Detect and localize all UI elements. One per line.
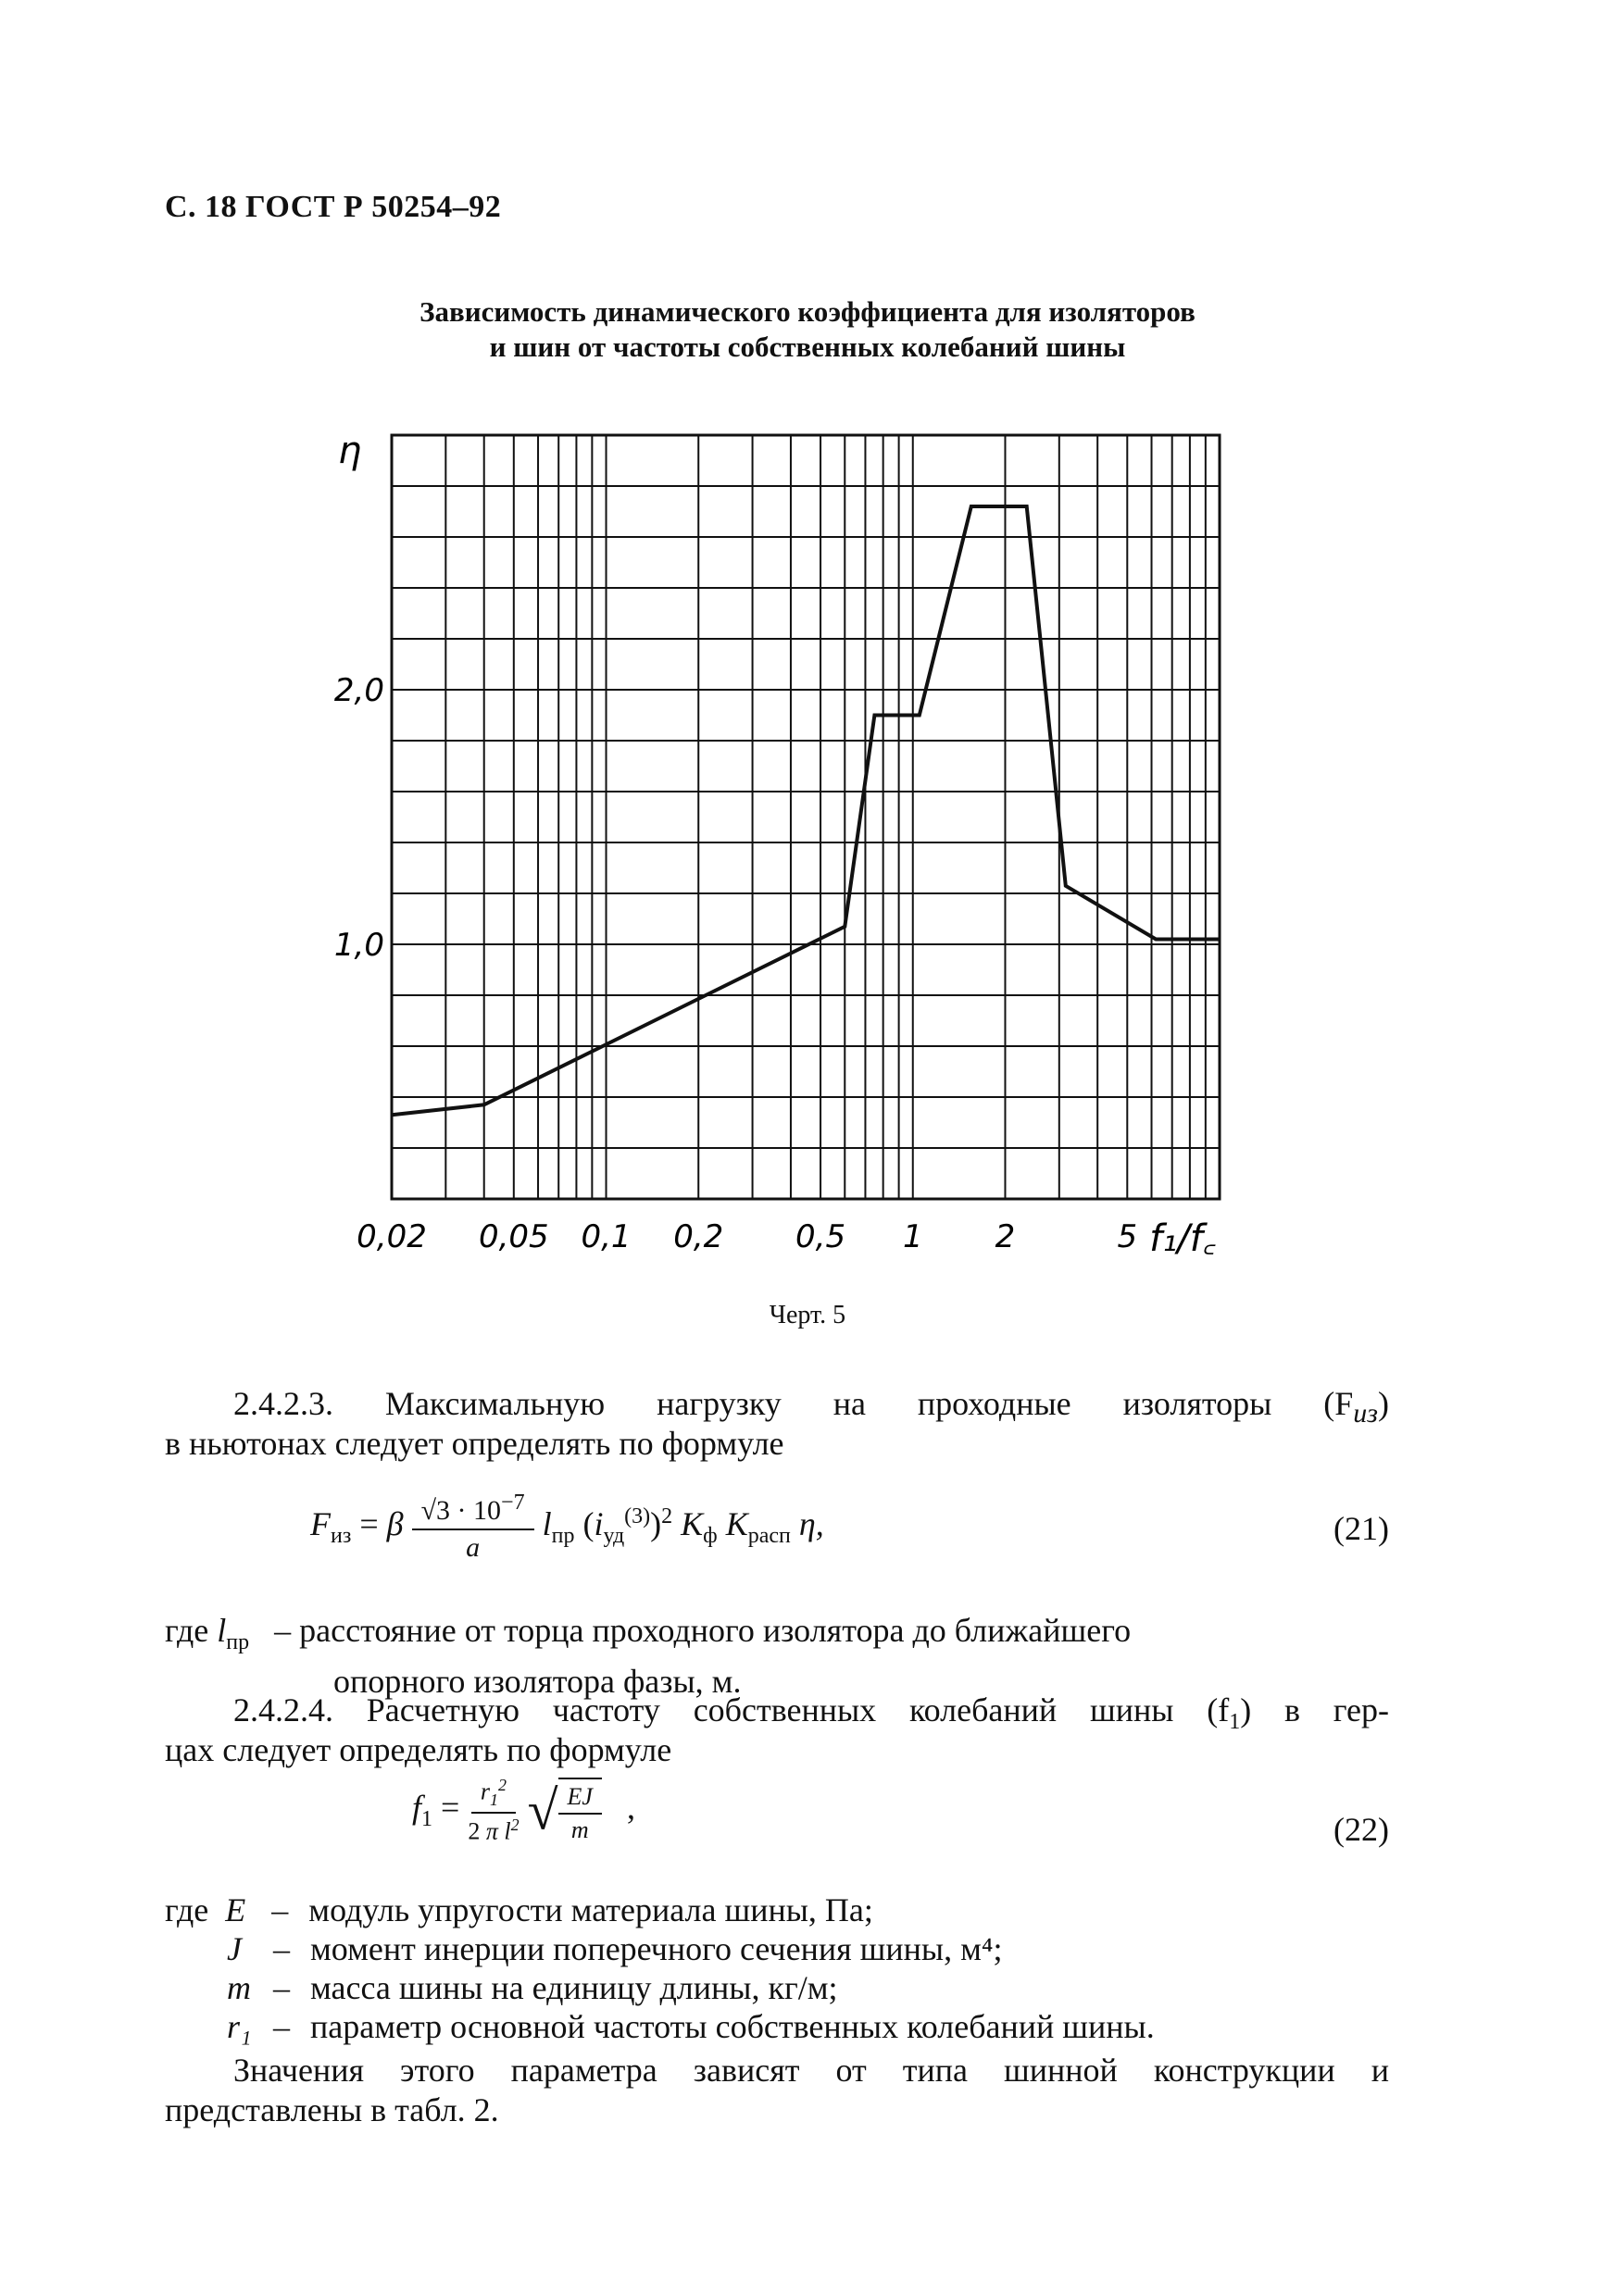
plot-frame	[392, 435, 1220, 1199]
y-tick-label: 2,0	[333, 672, 384, 709]
where-definitions	[165, 1890, 1155, 2046]
x-tick-label: 1	[902, 1218, 923, 1255]
figure-title-line-1: Зависимость динамического коэффициента для изоляторов	[419, 295, 1196, 328]
figure-title-line-2: и шин от частоты собственных колебаний шины	[489, 331, 1126, 363]
x-axis-label: f₁/f꜀	[1149, 1217, 1216, 1260]
x-tick-label: 2	[995, 1218, 1016, 1255]
x-tick-label: 0,1	[581, 1218, 632, 1255]
section-2424-line-2: цах следует определять по формуле	[165, 1731, 672, 1768]
page-header: С. 18 ГОСТ Р 50254–92	[165, 190, 502, 224]
def-m: m – масса шины на единицу длины, кг/м;	[227, 1969, 838, 2006]
x-tick-label: 0,05	[478, 1218, 549, 1255]
formula-21: $F_{из} = \beta$ $\frac{√3 \cdot 10^{-7}}{a}$ $l_{пр}$ $(i_{уд}^{(3)})^2$ $K_ф$ $K_{расп}$ η,	[310, 1491, 824, 1563]
def-r1: r₁ – параметр основной частоты собственных колебаний шины.	[227, 2008, 1155, 2045]
x-tick-label: 5	[1117, 1218, 1138, 1255]
y-tick-labels	[334, 672, 384, 964]
equation-number-22: (22)	[1333, 1811, 1389, 1848]
def-E: где E – модуль упругости материала шины, Па;	[165, 1891, 873, 1928]
x-tick-labels	[357, 1218, 1137, 1255]
x-tick-label: 0,02	[357, 1218, 427, 1255]
y-axis-label: η	[338, 430, 362, 472]
chart-grid	[392, 435, 1220, 1199]
section-2423-line-1: 2.4.2.3. Максимальную нагрузку на проходные изоляторы $(F_{из})$	[233, 1385, 1389, 1429]
equation-number-21: (21)	[1333, 1510, 1389, 1547]
y-tick-label: 1,0	[333, 927, 384, 964]
def-J: J – момент инерции поперечного сечения шины, м⁴;	[227, 1930, 1003, 1967]
closing-line-1: Значения этого параметра зависят от типа шинной конструкции и	[233, 2052, 1389, 2089]
where-l-pr: где $l_{пр}$ – расстояние от торца проходного изолятора до ближайшего опорного изолятора фазы, м.	[165, 1612, 1132, 1701]
eta-curve	[392, 506, 1220, 1115]
figure-caption: Черт. 5	[769, 1301, 846, 1329]
eta-vs-frequency-chart	[306, 421, 1250, 1287]
formula-22: $f_1$ = $\frac{r_1^2}{2 \pi l^2}$ √ $\frac{EJ}{m}$ ,	[412, 1776, 635, 1845]
x-tick-label: 0,5	[795, 1218, 846, 1255]
x-tick-label: 0,2	[673, 1218, 724, 1255]
section-2423-line-2: в ньютонах следует определять по формуле	[165, 1425, 784, 1462]
section-2424-line-1: 2.4.2.4. Расчетную частоту собственных колебаний шины $(f_1)$ в гер-	[233, 1691, 1390, 1735]
closing-line-2: представлены в табл. 2.	[165, 2091, 499, 2128]
